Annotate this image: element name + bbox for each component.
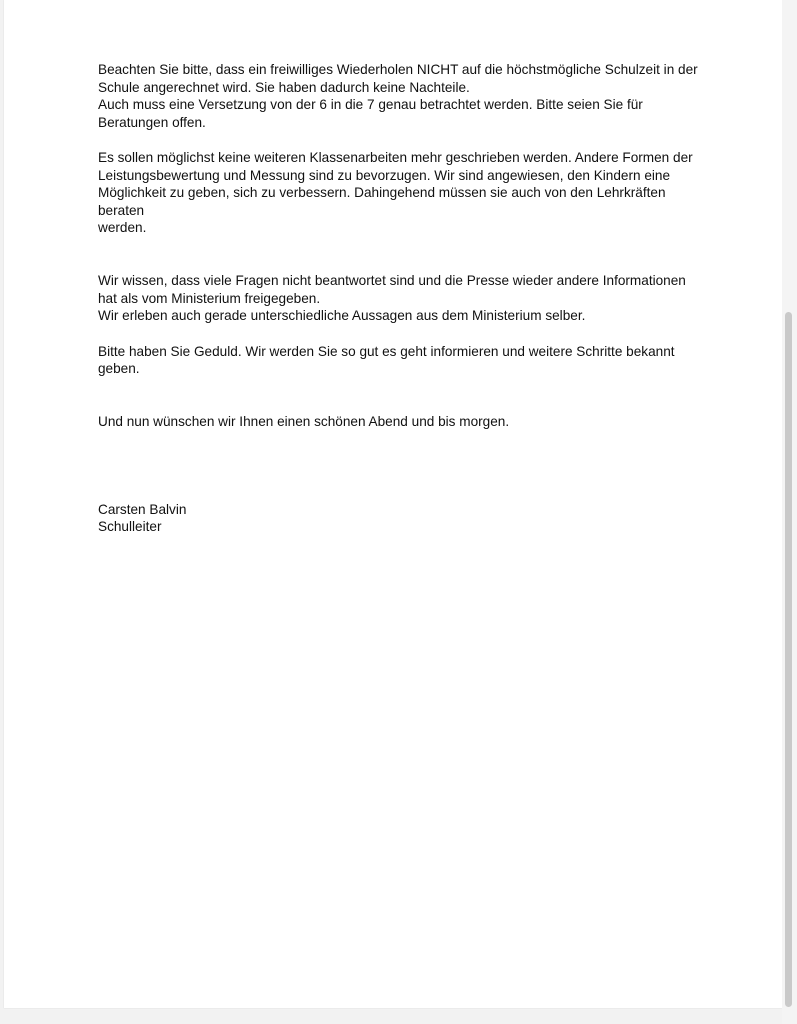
paragraph-line: Schule angerechnet wird. Sie haben dadurch keine Nachteile. bbox=[98, 79, 470, 95]
closing-line: Und nun wünschen wir Ihnen einen schönen Abend und bis morgen. bbox=[98, 413, 510, 429]
signature-title: Schulleiter bbox=[98, 519, 162, 535]
paragraph-line: Wir wissen, dass viele Fragen nicht beantwortet sind und die Presse wieder andere Informationen bbox=[98, 273, 686, 289]
paragraph-line: Möglichkeit zu geben, sich zu verbessern. Dahingehend müssen sie auch von den Lehrkräften beraten bbox=[98, 185, 666, 218]
paragraph-line: Bitte haben Sie Geduld. Wir werden Sie so gut es geht informieren und weitere Schritte bekannt bbox=[98, 343, 675, 359]
paragraph-spacer bbox=[98, 483, 708, 501]
paragraph-spacer bbox=[98, 430, 708, 483]
document-page bbox=[4, 0, 782, 1008]
paragraph-line: Auch muss eine Versetzung von der 6 in die 7 genau betrachtet werden. Bitte seien Sie für bbox=[98, 97, 643, 113]
paragraph-line: Leistungsbewertung und Messung sind zu bevorzugen. Wir sind angewiesen, den Kindern eine bbox=[98, 167, 671, 183]
letter-body bbox=[98, 61, 708, 536]
paragraph-line: Wir erleben auch gerade unterschiedliche Aussagen aus dem Ministerium selber. bbox=[98, 308, 586, 324]
paragraph-line: Beratungen offen. bbox=[98, 114, 206, 130]
paragraph-line: werden. bbox=[98, 220, 147, 236]
paragraph-spacer bbox=[98, 378, 708, 413]
scrollbar-thumb[interactable] bbox=[785, 312, 792, 1007]
paragraph-line: geben. bbox=[98, 361, 140, 377]
paragraph-line: Beachten Sie bitte, dass ein freiwilliges Wiederholen NICHT auf die höchstmögliche Schulzeit in der bbox=[98, 62, 698, 77]
paragraph-line: hat als vom Ministerium freigegeben. bbox=[98, 290, 321, 306]
paragraph-line: Es sollen möglichst keine weiteren Klassenarbeiten mehr geschrieben werden. Andere Formen der bbox=[98, 149, 693, 165]
paragraph-spacer bbox=[98, 131, 708, 149]
paragraph-spacer bbox=[98, 237, 708, 272]
paragraph-spacer bbox=[98, 325, 708, 343]
signature-name: Carsten Balvin bbox=[98, 501, 187, 517]
